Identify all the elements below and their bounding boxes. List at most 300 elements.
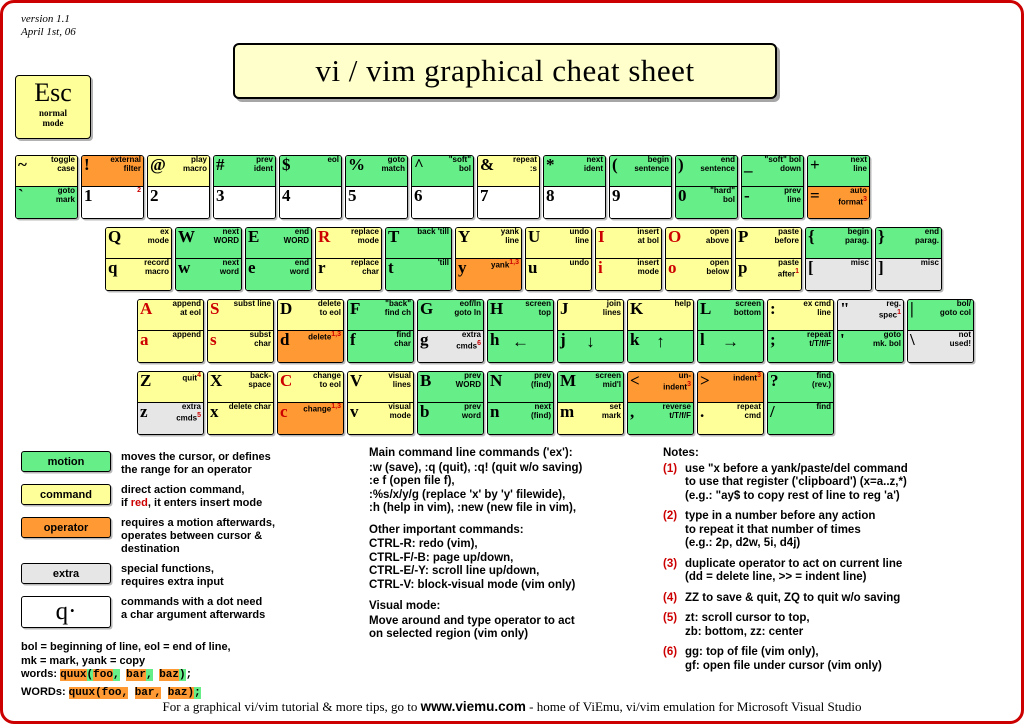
key-half-top	[280, 156, 341, 187]
key-c[interactable]	[277, 371, 344, 435]
key-6[interactable]	[411, 155, 474, 219]
key-esc-char: Esc	[34, 78, 72, 107]
key-char: A	[140, 299, 153, 318]
key-half-bottom	[386, 259, 451, 290]
key-half-top	[544, 156, 605, 187]
key-half-bottom	[348, 403, 413, 434]
key-char: 6	[414, 186, 423, 205]
key-char: ,	[630, 402, 635, 421]
key-char: -	[744, 186, 750, 205]
key-1[interactable]	[81, 155, 144, 219]
note-number: (5)	[663, 612, 678, 624]
key-half-top	[214, 156, 275, 187]
key-label: quit4	[182, 372, 201, 383]
ex-lines	[369, 462, 654, 516]
key-label: screen mid'l	[595, 371, 621, 389]
key-label: yank line	[500, 227, 519, 245]
key-label: back 'till	[417, 227, 449, 236]
key-char: #	[216, 155, 225, 174]
key-half-top	[558, 300, 623, 331]
legend-box-extra: extra	[21, 563, 111, 584]
key-char: [	[808, 258, 814, 277]
key-char: 9	[612, 186, 621, 205]
key-half-bottom	[106, 259, 171, 290]
key-w[interactable]	[175, 227, 242, 291]
key-label: record macro	[144, 258, 169, 276]
key-label: end parag.	[914, 227, 939, 245]
key-label: extra cmds6	[456, 330, 481, 351]
key-char: Y	[458, 227, 471, 246]
key-half-bottom	[628, 331, 693, 362]
footer-site[interactable]: www.viemu.com	[420, 699, 526, 714]
key-label: find (rev.)	[812, 371, 831, 389]
key-char: i	[598, 258, 603, 277]
key-label: replace mode	[350, 227, 379, 245]
key-half-top	[346, 156, 407, 187]
key-half-top	[876, 228, 941, 259]
legend-row	[21, 596, 361, 628]
key-char: X	[210, 371, 223, 390]
other-lines	[369, 538, 654, 592]
key-label: subst line	[233, 299, 271, 308]
key-char: 3	[216, 186, 225, 205]
page-title	[233, 43, 777, 99]
key-half-bottom	[148, 187, 209, 218]
key-half-bottom	[596, 259, 661, 290]
key-3[interactable]	[213, 155, 276, 219]
key-char: V	[350, 371, 363, 390]
key-char: )	[678, 155, 684, 174]
legend-text-extra: special functions, requires extra input	[121, 563, 224, 588]
key-k[interactable]	[627, 299, 694, 363]
key-n[interactable]	[487, 371, 554, 435]
key-half-bottom	[806, 259, 871, 290]
key-half-top	[488, 300, 553, 331]
key-half-top	[278, 372, 343, 403]
key-char: 0	[678, 186, 687, 205]
key-char: /	[770, 402, 775, 421]
key-sym[interactable]	[15, 155, 78, 219]
key-char: (	[612, 155, 618, 174]
key-half-top	[176, 228, 241, 259]
key-label: end WORD	[283, 227, 309, 245]
key-half-top	[412, 156, 473, 187]
key-char: ;	[770, 330, 776, 349]
key-half-bottom	[278, 331, 343, 362]
key-char: .	[700, 402, 705, 421]
key-char: 7	[480, 186, 489, 205]
key-label: set mark	[601, 402, 621, 420]
key-half-top	[698, 372, 763, 403]
key-sym[interactable]	[767, 299, 834, 363]
key-label: open below	[706, 258, 729, 276]
key-char: N	[490, 371, 503, 390]
key-x[interactable]	[207, 371, 274, 435]
key-char: y	[458, 258, 467, 277]
words-line	[21, 666, 201, 684]
key-sym[interactable]	[805, 227, 872, 291]
key-char: !	[84, 155, 90, 174]
key-sym[interactable]	[741, 155, 804, 219]
legend-text-motion: moves the cursor, or defines the range for an operator	[121, 451, 271, 476]
key-label: ↑	[656, 332, 665, 351]
key-sym[interactable]	[837, 299, 904, 363]
legend-box-operator: operator	[21, 517, 111, 538]
key-half-bottom	[412, 187, 473, 218]
key-u[interactable]	[525, 227, 592, 291]
key-char: P	[738, 227, 749, 246]
key-8[interactable]	[543, 155, 606, 219]
note-text: zt: scroll cursor to top, zb: bottom, zz: center	[685, 612, 810, 638]
key-half-top	[348, 300, 413, 331]
other-line: CTRL-R: redo (vim),	[369, 538, 478, 550]
key-label: begin sentence	[634, 155, 669, 173]
key-2[interactable]	[147, 155, 210, 219]
key-char: }	[878, 227, 885, 246]
ex-line: :w (save), :q (quit), :q! (quit w/o saving)	[369, 461, 583, 474]
key-g[interactable]	[417, 299, 484, 363]
key-char: S	[210, 299, 220, 318]
key-half-top	[736, 228, 801, 259]
key-half-top	[16, 156, 77, 187]
key-half-bottom	[742, 187, 803, 218]
key-char: w	[178, 258, 191, 277]
key-d[interactable]	[277, 299, 344, 363]
key-label: prev (find)	[531, 371, 551, 389]
key-z[interactable]	[137, 371, 204, 435]
words-note	[21, 666, 201, 702]
key-label: extra cmds5	[176, 402, 201, 423]
key-char: `	[18, 186, 24, 205]
key-label: append	[172, 330, 201, 339]
key-o[interactable]	[665, 227, 732, 291]
key-char: 1	[84, 186, 93, 205]
key-half-top	[138, 300, 203, 331]
ex-line: :h (help in vim), :new (new file in vim),	[369, 502, 577, 514]
key-label: ←	[512, 332, 529, 351]
key-label: visual mode	[388, 402, 411, 420]
key-label: back- space	[248, 371, 271, 389]
words-sample: quux(foo, bar, baz);	[60, 669, 193, 681]
key-s[interactable]	[207, 299, 274, 363]
key-char: h	[490, 330, 500, 349]
key-q[interactable]	[105, 227, 172, 291]
key-half-top	[628, 372, 693, 403]
key-label: "soft" bol	[448, 155, 471, 173]
key-char: B	[420, 371, 432, 390]
key-char: {	[808, 227, 815, 246]
notes-section	[663, 447, 1011, 680]
key-half-top	[348, 372, 413, 403]
key-half-bottom	[628, 403, 693, 434]
key-char: U	[528, 227, 541, 246]
key-char: d	[280, 330, 290, 349]
key-half-top	[208, 300, 273, 331]
note-text: duplicate operator to act on current line (dd = delete line, >> = indent line)	[685, 557, 903, 583]
ex-line: :e f (open file f),	[369, 475, 455, 487]
note-text: type in a number before any action to repeat it that number of times (e.g.: 2p, d2w, 5i, d4j)	[685, 510, 876, 549]
key-half-bottom	[456, 259, 521, 290]
key-4[interactable]	[279, 155, 342, 219]
key-0[interactable]	[675, 155, 738, 219]
note-item	[663, 592, 1011, 606]
key-char: t	[388, 258, 394, 277]
key-half-top	[676, 156, 737, 187]
key-char: ]	[878, 258, 884, 277]
key-half-bottom	[418, 331, 483, 362]
key-half-bottom	[736, 259, 801, 290]
key-char: l	[700, 330, 705, 349]
key-char: H	[490, 299, 504, 318]
key-half-bottom	[488, 403, 553, 434]
key-half-bottom	[768, 403, 833, 434]
key-char: b	[420, 402, 430, 421]
key-char: e	[248, 258, 256, 277]
key-label: insert mode	[637, 258, 659, 276]
key-char: x	[210, 402, 219, 421]
key-char: M	[560, 371, 577, 390]
key-char: Z	[140, 371, 152, 390]
key-char: L	[700, 299, 712, 318]
key-label: misc	[850, 258, 869, 267]
key-p[interactable]	[735, 227, 802, 291]
key-half-top	[456, 228, 521, 259]
key-label: goto mark	[55, 186, 75, 204]
key-label: next ident	[583, 155, 603, 173]
key-b[interactable]	[417, 371, 484, 435]
key-r[interactable]	[315, 227, 382, 291]
key-char: j	[560, 330, 566, 349]
key-char: 8	[546, 186, 555, 205]
key-label: visual lines	[388, 371, 411, 389]
key-half-top	[526, 228, 591, 259]
key-label: undo	[569, 258, 589, 267]
key-half-bottom	[838, 331, 903, 362]
key-half-top	[208, 372, 273, 403]
key-char: p	[738, 258, 748, 277]
legend-row	[21, 517, 361, 556]
key-half-bottom	[768, 331, 833, 362]
key-char: q	[108, 258, 118, 277]
key-half-bottom	[558, 331, 623, 362]
key-label: next (find)	[531, 402, 551, 420]
key-half-bottom	[666, 259, 731, 290]
key-label: delete to eol	[317, 299, 341, 317]
key-label: repeat :s	[512, 155, 537, 173]
key-sym[interactable]	[907, 299, 974, 363]
key-sym[interactable]	[875, 227, 942, 291]
key-half-top	[106, 228, 171, 259]
key-label: next WORD	[213, 227, 239, 245]
key-label: "soft" bol down	[764, 155, 801, 173]
key-label: change to eol	[312, 371, 341, 389]
legend-text-operator: requires a motion afterwards, operates between cursor & destination	[121, 517, 276, 555]
key-char: "	[840, 299, 850, 318]
key-char: m	[560, 402, 575, 421]
key-char: _	[744, 155, 753, 174]
key-half-bottom	[16, 187, 77, 218]
legend-text-command: direct action command, if red, it enters insert mode	[121, 484, 263, 509]
key-half-bottom	[246, 259, 311, 290]
key-char: &	[480, 155, 495, 174]
footer-pre: For a graphical vi/vim tutorial & more tips, go to	[162, 699, 418, 714]
key-label: screen top	[525, 299, 551, 317]
key-v[interactable]	[347, 371, 414, 435]
key-m[interactable]	[557, 371, 624, 435]
key-label: append at eol	[172, 299, 201, 317]
key-5[interactable]	[345, 155, 408, 219]
key-half-bottom	[558, 403, 623, 434]
key-half-top	[596, 228, 661, 259]
key-j[interactable]	[557, 299, 624, 363]
key-char: %	[348, 155, 365, 174]
note-number: (3)	[663, 557, 678, 570]
note-item	[663, 558, 1011, 585]
key-sym[interactable]	[697, 371, 764, 435]
key-char: >	[700, 371, 710, 390]
key-char: '	[840, 330, 845, 349]
key-label: prev word	[461, 402, 481, 420]
key-half-bottom	[138, 331, 203, 362]
legend-box-dot: q·	[21, 596, 111, 628]
key-label: repeat t/T/f/F	[806, 330, 831, 348]
note-item	[663, 612, 1011, 639]
key-label: end word	[289, 258, 309, 276]
key-y[interactable]	[455, 227, 522, 291]
key-label: "hard" bol	[710, 186, 735, 204]
key-half-top	[698, 300, 763, 331]
key-half-bottom	[316, 259, 381, 290]
key-char: s	[210, 330, 217, 349]
key-half-top	[148, 156, 209, 187]
key-char: @	[150, 155, 166, 174]
key-half-top	[806, 228, 871, 259]
key-label: help	[674, 299, 691, 308]
key-7[interactable]	[477, 155, 540, 219]
key-half-top	[610, 156, 671, 187]
key-half-top	[82, 156, 143, 187]
key-half-bottom	[698, 331, 763, 362]
key-char: =	[810, 186, 820, 205]
note-text: use "x before a yank/paste/del command to use that register ('clipboard') (x=a..z,*) (e.g.: "ay$ to copy rest of line to reg 'a')	[685, 462, 908, 502]
key-label: prev line	[784, 186, 801, 204]
key-char: 4	[282, 186, 291, 205]
key-char: Q	[108, 227, 122, 246]
note-text: gg: top of file (vim only), gf: open file under cursor (vim only)	[685, 646, 882, 672]
other-heading: Other important commands:	[369, 523, 524, 536]
key-char: k	[630, 330, 640, 349]
key-t[interactable]	[385, 227, 452, 291]
other-line: CTRL-F/-B: page up/down,	[369, 551, 514, 564]
key-half-top	[478, 156, 539, 187]
key-label: yank1,3	[491, 259, 519, 270]
key-half-top	[808, 156, 869, 187]
key-label: ex mode	[147, 227, 169, 245]
legend-row	[21, 451, 361, 477]
key-label: delete char	[228, 402, 271, 411]
key-label: goto mk. bol	[872, 330, 901, 348]
key-char: |	[910, 299, 914, 318]
key-half-top	[838, 300, 903, 331]
key-char: z	[140, 402, 148, 421]
key-char: K	[630, 299, 644, 318]
key-i[interactable]	[595, 227, 662, 291]
key-half-bottom	[610, 187, 671, 218]
note-item	[663, 646, 1011, 673]
key-a[interactable]	[137, 299, 204, 363]
visual-heading: Visual mode:	[369, 600, 441, 612]
key-char: o	[668, 258, 677, 277]
key-9[interactable]	[609, 155, 672, 219]
key-char: O	[668, 227, 682, 246]
key-char: C	[280, 371, 293, 390]
key-l[interactable]	[697, 299, 764, 363]
key-char: E	[248, 227, 260, 246]
key-label: prev WORD	[455, 371, 481, 389]
key-label: auto format3	[838, 186, 867, 207]
key-half-bottom	[876, 259, 941, 290]
key-half-top	[768, 372, 833, 403]
key-label: subst char	[249, 330, 271, 348]
note-text: ZZ to save & quit, ZQ to quit w/o saving	[685, 591, 901, 604]
key-half-top	[666, 228, 731, 259]
version-line2: April 1st, 06	[21, 26, 76, 38]
legend-row	[21, 563, 361, 589]
key-sym[interactable]	[807, 155, 870, 219]
key-char: I	[598, 227, 605, 246]
key-half-bottom	[908, 331, 973, 362]
key-sym[interactable]	[627, 371, 694, 435]
key-label: change1,3	[303, 403, 341, 414]
note-item	[663, 510, 1011, 551]
key-char: c	[280, 402, 288, 421]
footer	[3, 699, 1021, 715]
ex-line: :%s/x/y/g (replace 'x' by 'y' filewide),	[369, 488, 566, 501]
key-char: J	[560, 299, 569, 318]
key-label: reg. spec1	[878, 299, 901, 320]
key-h[interactable]	[487, 299, 554, 363]
key-label: not used!	[949, 330, 971, 348]
key-char: f	[350, 330, 356, 349]
words-sample2: quux(foo, bar, baz);	[68, 687, 201, 699]
note-number: (2)	[663, 510, 678, 522]
key-label: reverse t/T/f/F	[662, 402, 691, 420]
key-esc[interactable]	[15, 75, 91, 139]
notes-list	[663, 463, 1011, 674]
footer-post: - home of ViEmu, vi/vim emulation for Microsoft Visual Studio	[529, 699, 862, 714]
key-half-top	[246, 228, 311, 259]
key-char: <	[630, 371, 640, 390]
key-label: end sentence	[700, 155, 735, 173]
key-char: $	[282, 155, 291, 174]
key-char: 5	[348, 186, 357, 205]
key-half-bottom	[278, 403, 343, 434]
key-e[interactable]	[245, 227, 312, 291]
key-half-top	[628, 300, 693, 331]
visual-line: on selected region (vim only)	[369, 628, 529, 640]
note-number: (1)	[663, 462, 678, 475]
key-half-top	[316, 228, 381, 259]
key-half-bottom	[478, 187, 539, 218]
key-label: find char	[394, 330, 411, 348]
key-f[interactable]	[347, 299, 414, 363]
key-char: R	[318, 227, 331, 246]
key-char: v	[350, 402, 359, 421]
key-half-top	[418, 300, 483, 331]
visual-lines	[369, 615, 654, 642]
key-sym[interactable]	[767, 371, 834, 435]
key-label: 2	[137, 187, 141, 194]
